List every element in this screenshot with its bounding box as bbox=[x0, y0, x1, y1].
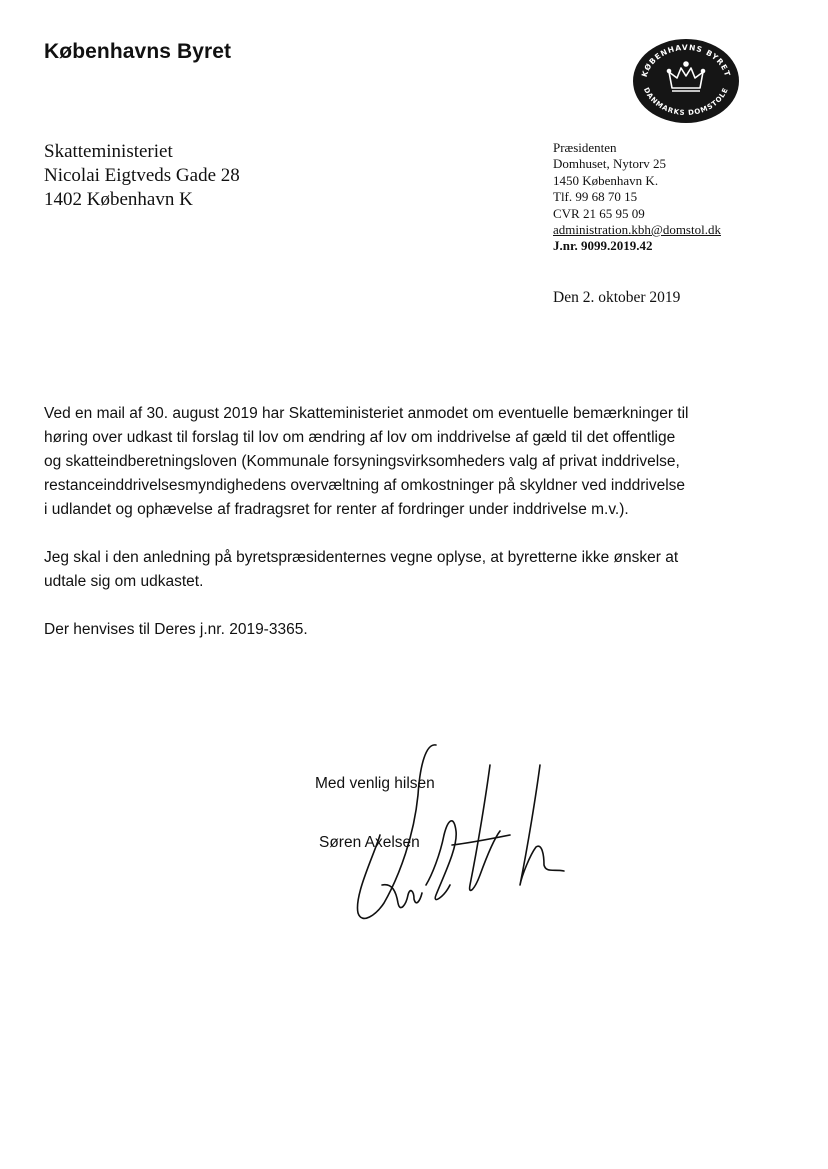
body-paragraph-2: Jeg skal i den anledning på byretspræsidenternes vegne oplyse, at byretterne ikke ønsker at udtale sig om udkastet. bbox=[44, 549, 679, 590]
seal-bottom-text: DANMARKS DOMSTOLE bbox=[641, 86, 731, 118]
letter-body bbox=[44, 402, 764, 666]
seal-top-text: KØBENHAVNS BYRET bbox=[639, 42, 733, 79]
closing-greeting: Med venlig hilsen bbox=[315, 775, 435, 792]
body-paragraph-1: Ved en mail af 30. august 2019 har Skatteministeriet anmodet om eventuelle bemærkninger til høring over udkast til forslag til lov om ændring af lov om inddrivelse af gæld til det offentlige og skatteindberetningsloven (Kommunale forsyningsvirksomheders valg af privat inddrivelse, restanceinddrivelsesmyndighedens overvæltning af omkostninger på skyldner ved inddrivelse i udlandet og ophævelse af fradragsret for renter af fordringer under inddrivelse m.v.). bbox=[44, 405, 689, 518]
court-name: Københavns Byret bbox=[44, 40, 232, 63]
sender-block bbox=[553, 140, 721, 255]
sender-title: Præsidenten bbox=[553, 140, 617, 155]
sender-phone: Tlf. 99 68 70 15 bbox=[553, 189, 638, 205]
signer-name: Søren Axelsen bbox=[319, 834, 420, 851]
sender-cvr: CVR 21 65 95 09 bbox=[553, 205, 645, 221]
recipient-name: Skatteministeriet bbox=[44, 141, 173, 162]
recipient-city: 1402 København K bbox=[44, 189, 193, 210]
sender-email-link[interactable]: administration.kbh@domstol.dk bbox=[553, 222, 721, 238]
recipient-street: Nicolai Eigtveds Gade 28 bbox=[44, 165, 240, 186]
sender-address-line1: Domhuset, Nytorv 25 bbox=[553, 156, 667, 172]
journal-number: J.nr. 9099.2019.42 bbox=[553, 238, 653, 254]
body-paragraph-3: Der henvises til Deres j.nr. 2019-3365. bbox=[44, 621, 308, 638]
letter-date: Den 2. oktober 2019 bbox=[553, 289, 681, 306]
court-seal-icon bbox=[632, 38, 740, 124]
sender-address-line2: 1450 København K. bbox=[553, 172, 659, 188]
handwritten-signature-icon bbox=[340, 735, 570, 935]
recipient-address bbox=[44, 140, 240, 212]
